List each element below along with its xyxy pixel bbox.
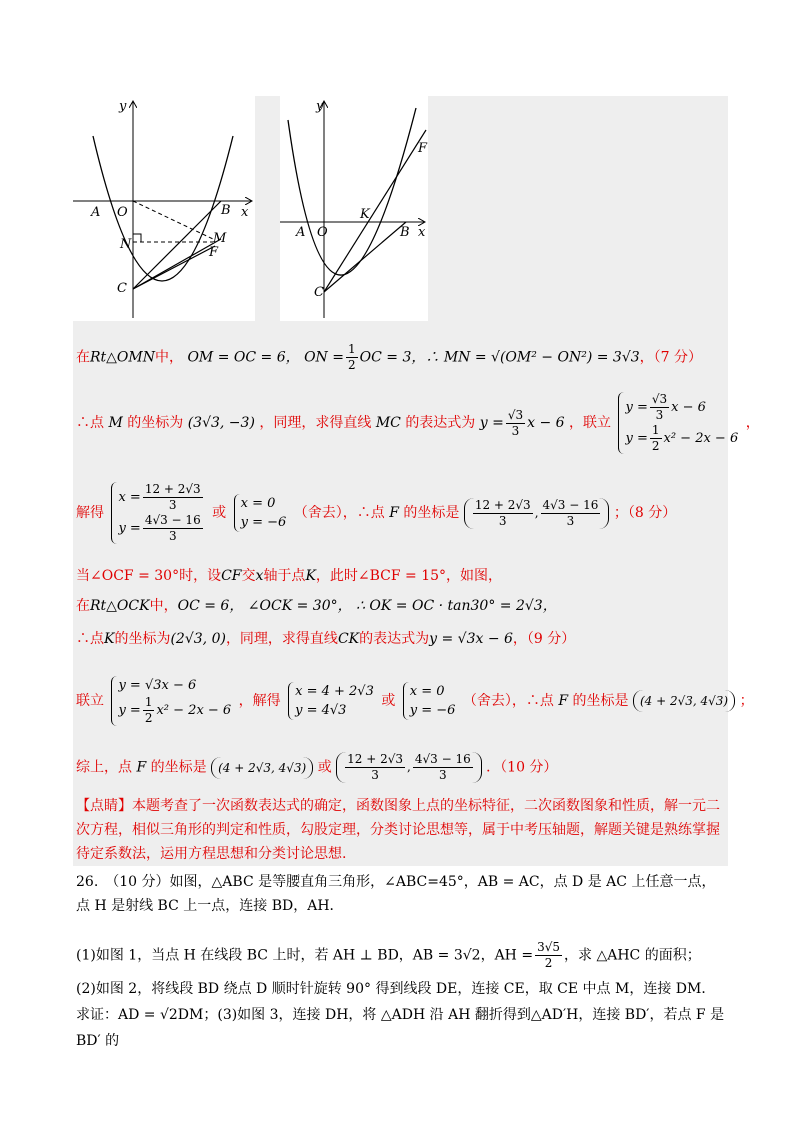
comment-tag: 【点睛】 <box>76 798 132 814</box>
question-26-part-1: (1)如图 1，当点 H 在线段 BC 上时，若 AH ⊥ BD，AB = 3√2，AH = $\frac{3√5}{2}$ ，求 △AHC 的面积； <box>76 940 701 970</box>
equation-system-2: y = √3x − 6 y = $\frac{1}{2}$ x² − 2x − 6 <box>111 676 231 726</box>
fig1-label-n: N <box>120 237 132 252</box>
fig1-label-y: y <box>119 99 127 114</box>
comment-text: 本题考查了一次函数表达式的确定，函数图象上点的坐标特征，二次函数图象和性质，解一元二次方程，相似三角形的判定和性质，勾股定理，分类讨论思想等，属于中考压轴题，解题关键是熟练掌握待定系数法，运用方程思想和分类讨论思想. <box>76 798 720 862</box>
fig1-label-c: C <box>117 281 127 296</box>
fig2-label-b: B <box>400 225 410 240</box>
solution-line-7: 联立 y = √3x − 6 y = $\frac{1}{2}$ x² − 2x − 6 ，解得 x = 4 + 2√3 y = 4√3 或 x = 0 y = −6 （舍去），∴点 F 的坐标是 (4 + 2√3, 4√3) ； <box>76 678 754 725</box>
solution-line-6: ∴点K的坐标为(2√3, 0)，同理，求得直线CK的表达式为y = √3x − 6，（9 分） <box>76 631 576 647</box>
fig2-label-a: A <box>296 225 306 240</box>
solution-line-4: 当∠OCF = 30°时，设CF交x轴于点K，此时∠BCF = 15°，如图， <box>76 568 503 584</box>
solution-line-8: 综上，点 F 的坐标是 (4 + 2√3, 4√3) 或 $\frac{12 + 2√3}{3}$ , $\frac{4√3 - 16}{3}$ ．（10 分） <box>76 752 558 782</box>
line-om <box>133 201 213 239</box>
solution-system-1: x = $\frac{12 + 2√3}{3}$ y = $\frac{4√3 - 16}{3}$ <box>111 482 204 544</box>
fig1-label-m: M <box>213 231 227 246</box>
right-angle-mark <box>133 234 141 242</box>
solution-line-2: ∴点 M 的坐标为 (3√3, −3) ，同理，求得直线 MC 的表达式为 y = $\frac{√3}{3}$ x − 6 ，联立 y = $\frac{√3}{3}$ x − 6 y = $\frac{1}{2}$ x² − 2x − 6 ， <box>76 392 760 453</box>
line-cb <box>324 222 406 292</box>
solution-line-3: 解得 x = $\frac{12 + 2√3}{3}$ y = $\frac{4√3 - 16}{3}$ 或 x = 0 y = −6 （舍去），∴点 F 的坐标是 $\frac{12 + 2√3}{3}$ , $\frac{4√3 - 16}{3}$ ；（8 分） <box>76 482 677 543</box>
figure-2 <box>280 96 428 321</box>
point-f-coordinates-1: $\frac{12 + 2√3}{3}$ , $\frac{4√3 - 16}{3}$ <box>464 498 610 529</box>
line-cb <box>133 201 221 289</box>
solution-system-2: x = 0 y = −6 <box>234 494 287 532</box>
fig2-label-x: x <box>418 225 426 240</box>
fig2-label-f: F <box>418 141 428 156</box>
parabola <box>288 108 416 275</box>
fig2-label-y: y <box>316 99 324 114</box>
fig1-label-x: x <box>241 205 249 220</box>
fig2-label-k: K <box>360 207 370 222</box>
solution-line-1: 在Rt△OMN中， OM = OC = 6， ON = $\frac{1}{2}$ OC = 3，∴ MN = √(OM² − ON²) = 3√3，（7 分） <box>76 342 703 372</box>
fraction-one-half: $\frac{1}{2}$ <box>348 342 356 372</box>
fig1-label-b: B <box>221 203 231 218</box>
equation-system-1: y = $\frac{√3}{3}$ x − 6 y = $\frac{1}{2}$ x² − 2x − 6 <box>618 392 738 454</box>
solution-line-5: 在Rt△OCK中，OC = 6， ∠OCK = 30°， ∴ OK = OC · tan30° = 2√3， <box>76 598 557 614</box>
fig1-label-o: O <box>117 205 128 220</box>
figure-2-graph <box>280 96 428 321</box>
figure-1 <box>73 96 255 321</box>
fig2-label-o: O <box>317 225 328 240</box>
fig1-label-f: F <box>209 245 219 260</box>
figure-1-graph <box>73 96 255 321</box>
question-26-heading: 26. （10 分）如图，△ABC 是等腰直角三角形，∠ABC=45°，AB = AC，点 D 是 AC 上任意一点，点 H 是射线 BC 上一点，连接 BD，AH． <box>76 874 716 914</box>
line-cf <box>324 130 426 292</box>
fig2-label-c: C <box>314 285 324 300</box>
fig1-label-a: A <box>91 205 101 220</box>
line-cf <box>133 246 215 289</box>
question-26-part-2-3: (2)如图 2，将线段 BD 绕点 D 顺时针旋转 90° 得到线段 DE，连接 CE，取 CE 中点 M，连接 DM．求证：AD = √2DM；(3)如图 3，连接 DH，将 △ADH 沿 AH 翻折得到△AD′H，连接 BD′，若点 F 是 BD′ 的 <box>76 981 725 1049</box>
solution-comment <box>76 794 726 866</box>
